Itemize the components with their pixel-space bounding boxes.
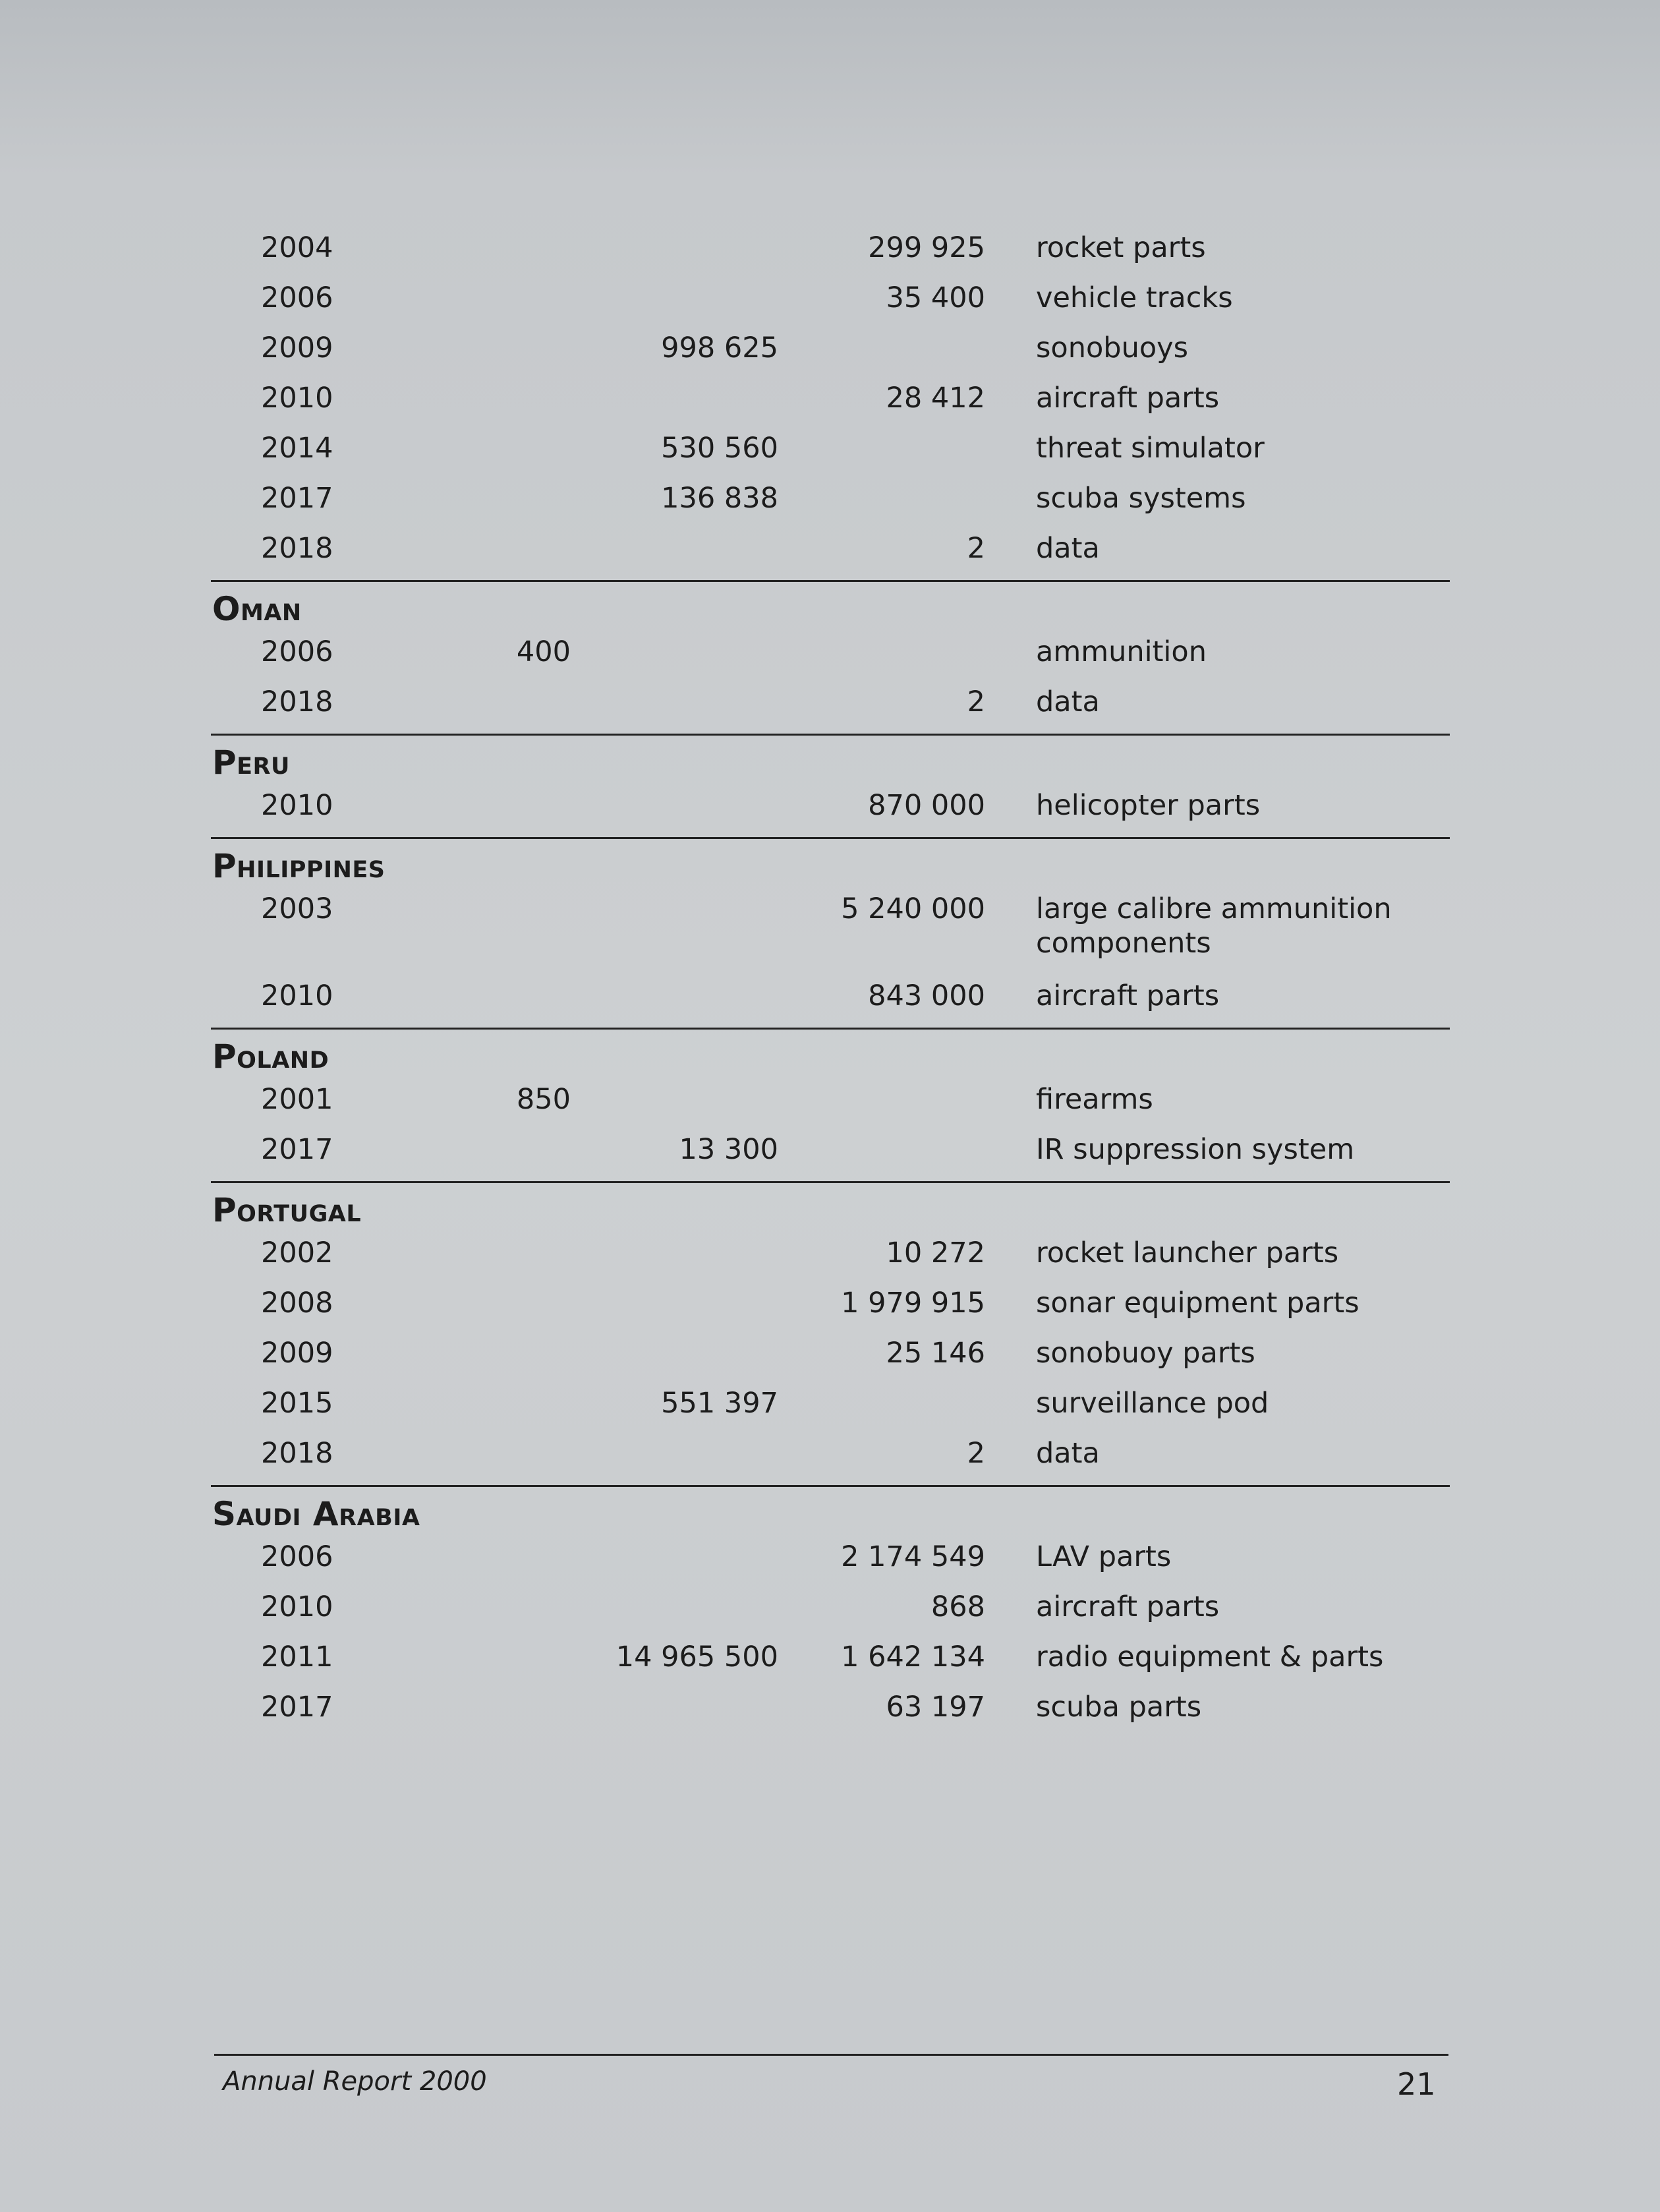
support-cell: 13 300 xyxy=(679,1133,778,1166)
parts-cell: 870 000 xyxy=(868,789,985,822)
year-cell: 2001 xyxy=(261,1083,333,1116)
comments-cell: rocket parts xyxy=(1036,231,1206,264)
year-cell: 2003 xyxy=(261,892,333,925)
table-row xyxy=(211,1533,1450,1583)
comments-cell: aircraft parts xyxy=(1036,382,1220,415)
year-cell: 2006 xyxy=(261,281,333,314)
table-row xyxy=(211,1279,1450,1329)
country-heading: Oman xyxy=(212,590,302,628)
comments-cell: data xyxy=(1036,685,1100,718)
comments-cell: sonar equipment parts xyxy=(1036,1287,1359,1320)
country-heading: Philippines xyxy=(212,847,386,885)
comments-cell: sonobuoy parts xyxy=(1036,1337,1255,1370)
parts-cell: 28 412 xyxy=(886,382,985,415)
support-cell: 530 560 xyxy=(661,432,778,465)
country-section xyxy=(211,580,1450,728)
parts-cell: 2 xyxy=(967,1437,985,1470)
year-cell: 2017 xyxy=(261,1133,333,1166)
table-row xyxy=(211,1430,1450,1480)
comments-cell: IR suppression system xyxy=(1036,1133,1355,1166)
support-cell: 14 965 500 xyxy=(615,1641,778,1674)
year-cell: 2002 xyxy=(261,1237,333,1269)
comments-cell: data xyxy=(1036,1437,1100,1470)
page-number: 21 xyxy=(1397,2066,1436,2102)
comments-cell: aircraft parts xyxy=(1036,1590,1220,1623)
table-row xyxy=(211,224,1450,274)
parts-cell: 868 xyxy=(930,1590,985,1623)
parts-cell: 35 400 xyxy=(886,281,985,314)
year-cell: 2014 xyxy=(261,432,333,465)
parts-cell: 5 240 000 xyxy=(841,892,985,925)
table-row xyxy=(211,678,1450,728)
year-cell: 2009 xyxy=(261,332,333,364)
comments-cell: surveillance pod xyxy=(1036,1387,1269,1420)
country-section xyxy=(211,837,1450,1022)
comments-cell: ammunition xyxy=(1036,635,1207,668)
parts-cell: 25 146 xyxy=(886,1337,985,1370)
year-cell: 2010 xyxy=(261,1590,333,1623)
weapons-cell: 400 xyxy=(516,635,571,668)
country-section xyxy=(211,1181,1450,1480)
year-cell: 2010 xyxy=(261,979,333,1012)
year-cell: 2017 xyxy=(261,482,333,515)
comments-cell: aircraft parts xyxy=(1036,979,1220,1012)
country-heading: Poland xyxy=(212,1037,329,1076)
year-cell: 2015 xyxy=(261,1387,333,1420)
country-heading: Peru xyxy=(212,743,290,782)
table-row xyxy=(211,274,1450,324)
country-section xyxy=(211,224,1450,575)
country-heading: Portugal xyxy=(212,1191,362,1229)
comments-cell: helicopter parts xyxy=(1036,789,1261,822)
table-row xyxy=(211,972,1450,1022)
comments-cell: sonobuoys xyxy=(1036,332,1188,364)
support-cell: 998 625 xyxy=(661,332,778,364)
comments-cell: scuba systems xyxy=(1036,482,1246,515)
table-row xyxy=(211,1329,1450,1380)
year-cell: 2018 xyxy=(261,1437,333,1470)
comments-cell: vehicle tracks xyxy=(1036,281,1233,314)
comments-cell: firearms xyxy=(1036,1083,1153,1116)
table-row xyxy=(211,1229,1450,1279)
parts-cell: 1 642 134 xyxy=(841,1641,985,1674)
footer-title: Annual Report 2000 xyxy=(223,2066,487,2097)
country-heading: Saudi Arabia xyxy=(212,1495,420,1533)
table-row xyxy=(211,1583,1450,1633)
year-cell: 2010 xyxy=(261,789,333,822)
table-row xyxy=(211,374,1450,424)
year-cell: 2006 xyxy=(261,1540,333,1573)
support-cell: 136 838 xyxy=(661,482,778,515)
comments-cell: radio equipment & parts xyxy=(1036,1641,1384,1674)
country-section xyxy=(211,734,1450,832)
parts-cell: 843 000 xyxy=(868,979,985,1012)
table-row xyxy=(211,628,1450,678)
table-row xyxy=(211,475,1450,525)
table-row xyxy=(211,1380,1450,1430)
country-section xyxy=(211,1485,1450,1733)
parts-cell: 10 272 xyxy=(886,1237,985,1269)
comments-cell: scuba parts xyxy=(1036,1691,1202,1724)
table-row xyxy=(211,782,1450,832)
year-cell: 2009 xyxy=(261,1337,333,1370)
year-cell: 2004 xyxy=(261,231,333,264)
country-section xyxy=(211,1028,1450,1176)
table-row xyxy=(211,1683,1450,1733)
year-cell: 2018 xyxy=(261,685,333,718)
table-row xyxy=(211,424,1450,475)
comments-cell: threat simulator xyxy=(1036,432,1265,465)
parts-cell: 2 xyxy=(967,685,985,718)
table-row xyxy=(211,1076,1450,1126)
year-cell: 2006 xyxy=(261,635,333,668)
export-table xyxy=(211,224,1450,1733)
table-row xyxy=(211,525,1450,575)
year-cell: 2018 xyxy=(261,532,333,565)
comments-cell: LAV parts xyxy=(1036,1540,1172,1573)
table-row xyxy=(211,324,1450,374)
parts-cell: 1 979 915 xyxy=(841,1287,985,1320)
footer-divider xyxy=(214,2054,1448,2056)
year-cell: 2017 xyxy=(261,1691,333,1724)
table-row xyxy=(211,1633,1450,1683)
year-cell: 2008 xyxy=(261,1287,333,1320)
parts-cell: 299 925 xyxy=(868,231,985,264)
weapons-cell: 850 xyxy=(516,1083,571,1116)
year-cell: 2010 xyxy=(261,382,333,415)
parts-cell: 2 xyxy=(967,532,985,565)
comments-cell: data xyxy=(1036,532,1100,565)
parts-cell: 2 174 549 xyxy=(841,1540,985,1573)
table-row xyxy=(211,885,1450,972)
parts-cell: 63 197 xyxy=(886,1691,985,1724)
year-cell: 2011 xyxy=(261,1641,333,1674)
comments-cell: rocket launcher parts xyxy=(1036,1237,1339,1269)
comments-cell: large calibre ammunition components xyxy=(1036,892,1392,960)
support-cell: 551 397 xyxy=(661,1387,778,1420)
table-row xyxy=(211,1126,1450,1176)
